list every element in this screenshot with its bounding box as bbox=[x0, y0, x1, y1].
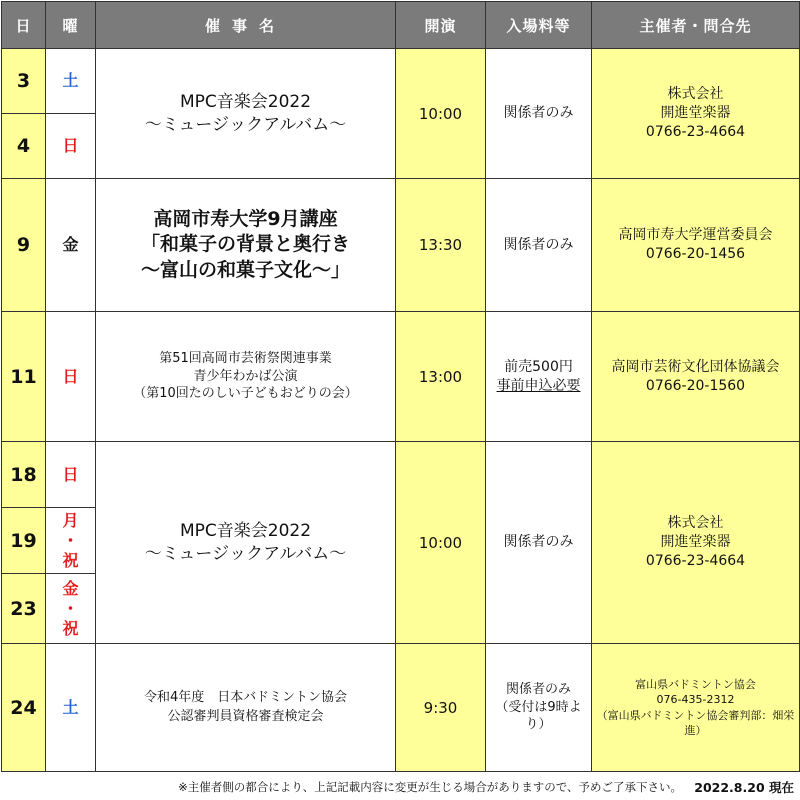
event-cell bbox=[96, 179, 396, 312]
event-title-line: ～ミュージックアルバム～ bbox=[144, 543, 347, 564]
fee-cell bbox=[486, 312, 592, 442]
fee-cell: 関係者のみ bbox=[486, 179, 592, 312]
header-weekday: 曜 bbox=[46, 2, 96, 49]
weekday-cell bbox=[46, 574, 96, 644]
organizer-line: 高岡市寿大学運営委員会 bbox=[618, 227, 773, 244]
table-row bbox=[2, 442, 800, 508]
event-title-line: ～富山の和菓子文化～」 bbox=[140, 258, 350, 281]
weekday-line: 金 bbox=[62, 578, 79, 598]
fee-line: 関係者のみ bbox=[505, 682, 571, 698]
disclaimer-note: ※主催者側の都合により、上記記載内容に変更が生じる場合がありますので、予めご了承下さい。 bbox=[178, 780, 682, 794]
table-row bbox=[2, 644, 800, 772]
weekday-cell bbox=[46, 508, 96, 574]
day-cell: 24 bbox=[2, 644, 46, 772]
weekday-cell: 日 bbox=[46, 442, 96, 508]
organizer-cell bbox=[592, 49, 800, 179]
event-title-line: 青少年わかば公演 bbox=[193, 368, 298, 384]
event-title-line: MPC音楽会2022 bbox=[179, 92, 312, 113]
organizer-line: 076-435-2312 bbox=[656, 693, 735, 707]
event-title-line: （第10回たのしい子どもおどりの会） bbox=[133, 386, 358, 402]
fee-line-underlined: 事前申込必要 bbox=[496, 377, 581, 394]
start-time-cell: 13:00 bbox=[396, 312, 486, 442]
day-cell: 23 bbox=[2, 574, 46, 644]
organizer-line: 0766-23-4664 bbox=[645, 552, 746, 569]
weekday-line: ・ bbox=[62, 530, 79, 550]
weekday-line: ・ bbox=[62, 598, 79, 618]
header-event: 催事名 bbox=[96, 2, 396, 49]
day-cell: 9 bbox=[2, 179, 46, 312]
organizer-line: 0766-20-1456 bbox=[645, 246, 746, 262]
fee-line: （受付は9時より） bbox=[495, 699, 582, 733]
day-cell: 11 bbox=[2, 312, 46, 442]
table-row bbox=[2, 49, 800, 114]
organizer-cell bbox=[592, 179, 800, 312]
header-row bbox=[2, 2, 800, 49]
organizer-cell bbox=[592, 312, 800, 442]
organizer-line: 0766-20-1560 bbox=[645, 377, 746, 394]
organizer-line: 株式会社 bbox=[667, 86, 724, 103]
organizer-cell bbox=[592, 442, 800, 644]
schedule-table bbox=[1, 1, 800, 772]
event-title-line: 高岡市寿大学9月講座 bbox=[153, 208, 338, 231]
table-row bbox=[2, 312, 800, 442]
event-title-line: 公認審判員資格審査検定会 bbox=[167, 708, 324, 724]
weekday-cell: 日 bbox=[46, 312, 96, 442]
organizer-line: 開進堂楽器 bbox=[660, 105, 731, 122]
day-cell: 3 bbox=[2, 49, 46, 114]
event-title-line: 令和4年度 日本バドミントン協会 bbox=[143, 690, 347, 706]
start-time-cell: 13:30 bbox=[396, 179, 486, 312]
weekday-line: 月 bbox=[62, 510, 79, 530]
start-time-cell: 9:30 bbox=[396, 644, 486, 772]
header-start: 開演 bbox=[396, 2, 486, 49]
table-row bbox=[2, 179, 800, 312]
footer bbox=[0, 776, 800, 798]
event-cell bbox=[96, 644, 396, 772]
weekday-cell: 土 bbox=[46, 49, 96, 114]
organizer-line: 株式会社 bbox=[667, 515, 724, 532]
organizer-line: 高岡市芸術文化団体協議会 bbox=[611, 358, 780, 375]
organizer-line: 開進堂楽器 bbox=[660, 534, 731, 551]
day-cell: 4 bbox=[2, 114, 46, 179]
weekday-cell: 土 bbox=[46, 644, 96, 772]
header-organizer: 主催者・問合先 bbox=[592, 2, 800, 49]
event-cell bbox=[96, 312, 396, 442]
event-title-line: MPC音楽会2022 bbox=[179, 521, 312, 542]
organizer-line: 0766-23-4664 bbox=[645, 123, 746, 140]
fee-cell: 関係者のみ bbox=[486, 49, 592, 179]
fee-cell: 関係者のみ bbox=[486, 442, 592, 644]
as-of-date: 2022.8.20 現在 bbox=[694, 780, 794, 795]
organizer-line: 富山県バドミントン協会 bbox=[635, 677, 756, 691]
organizer-cell bbox=[592, 644, 800, 772]
weekday-cell: 日 bbox=[46, 114, 96, 179]
weekday-cell: 金 bbox=[46, 179, 96, 312]
header-day: 日 bbox=[2, 2, 46, 49]
day-cell: 18 bbox=[2, 442, 46, 508]
weekday-line: 祝 bbox=[62, 618, 79, 638]
event-cell bbox=[96, 49, 396, 179]
event-title-line: 第51回高岡市芸術祭関連事業 bbox=[159, 350, 332, 366]
organizer-line: （富山県バドミントン協会審判部：畑栄進） bbox=[596, 708, 795, 737]
day-cell: 19 bbox=[2, 508, 46, 574]
fee-cell bbox=[486, 644, 592, 772]
event-title-line: ～ミュージックアルバム～ bbox=[144, 114, 347, 135]
start-time-cell: 10:00 bbox=[396, 442, 486, 644]
start-time-cell: 10:00 bbox=[396, 49, 486, 179]
header-fee: 入場料等 bbox=[486, 2, 592, 49]
event-title-line: 「和菓子の背景と奥行き bbox=[140, 233, 350, 256]
fee-line: 前売500円 bbox=[504, 358, 573, 375]
weekday-line: 祝 bbox=[62, 550, 79, 570]
event-cell bbox=[96, 442, 396, 644]
